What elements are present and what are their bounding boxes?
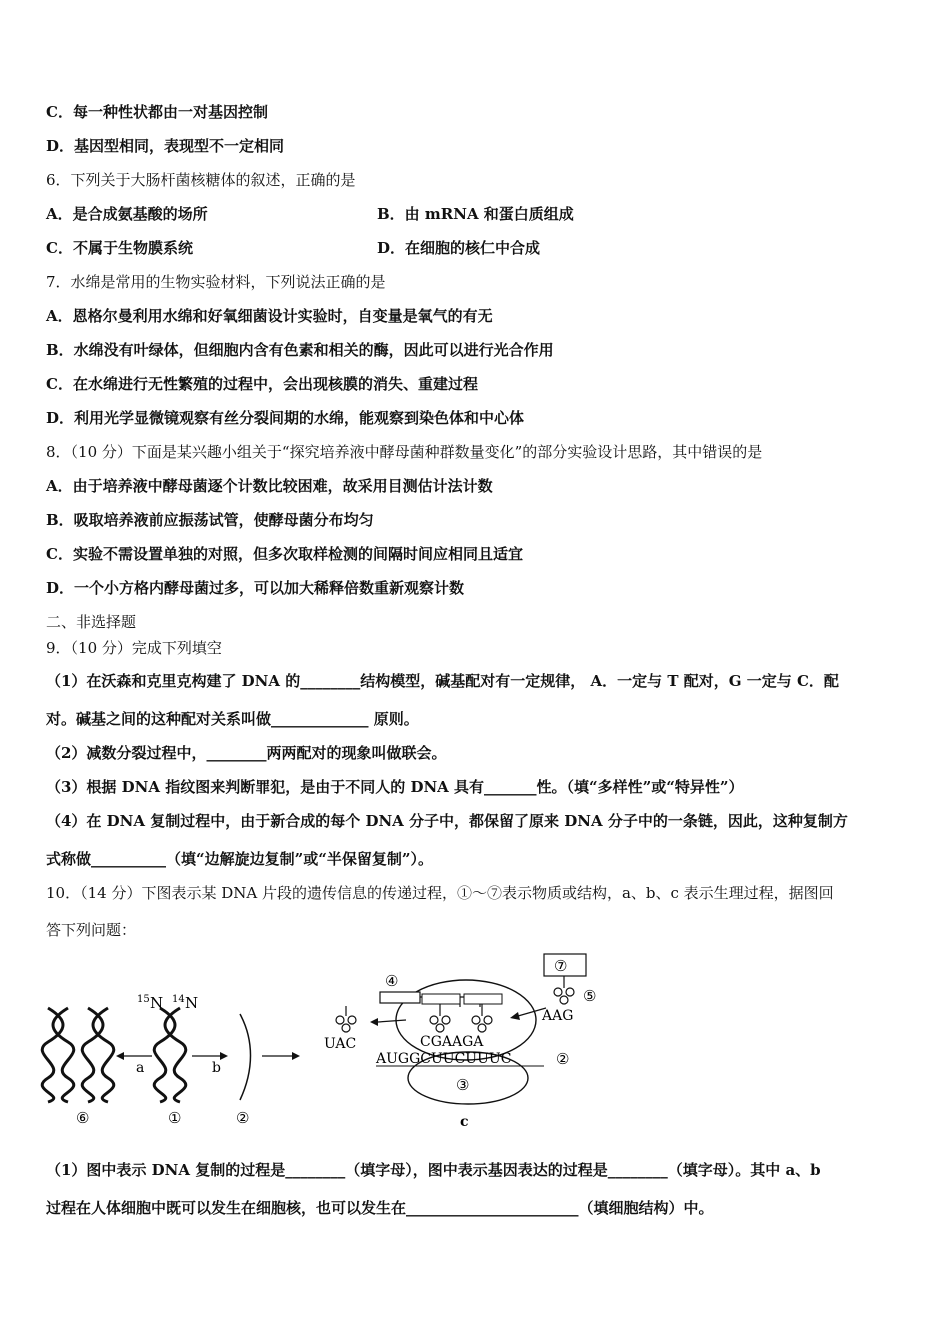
- label-a: a: [136, 1060, 145, 1076]
- arrow-a-head: [116, 1052, 124, 1060]
- q8-option-d: D．一个小方格内酵母菌过多，可以加大稀释倍数重新观察计数: [46, 579, 465, 597]
- label-4: ④: [385, 972, 399, 990]
- amino-acid-1: [422, 994, 460, 1004]
- q5-option-d: D．基因型相同，表现型不一定相同: [46, 137, 285, 155]
- q8-option-a: A．由于培养液中酵母菌逐个计数比较困难，故采用目测估计法计数: [46, 477, 493, 495]
- q10-stem-line2: 答下列问题：: [46, 921, 137, 939]
- q7-option-d: D．利用光学显微镜观察有丝分裂间期的水绵，能观察到染色体和中心体: [46, 409, 525, 427]
- anticodon-uac: UAC: [324, 1036, 357, 1052]
- isotope-14-n: N: [185, 994, 199, 1012]
- q6-stem: 6．下列关于大肠杆菌核糖体的叙述，正确的是: [46, 171, 356, 189]
- q5-option-c: C．每一种性状都由一对基因控制: [46, 103, 268, 121]
- isotope-15-n: N: [150, 994, 164, 1012]
- label-2-left: ②: [236, 1109, 250, 1127]
- anticodon-aag: AAG: [542, 1008, 574, 1024]
- q9-part3: （3）根据 DNA 指纹图来判断罪犯，是由于不同人的 DNA 具有_______性。（填“多样性”或“特异性”）: [46, 778, 744, 796]
- q7-option-a: A．恩格尔曼利用水绵和好氧细菌设计实验时，自变量是氧气的有无: [46, 307, 493, 325]
- label-2-right: ②: [556, 1050, 570, 1068]
- label-3: ③: [456, 1076, 470, 1094]
- label-7: ⑦: [554, 957, 568, 975]
- arrow-out: [378, 1020, 406, 1022]
- isotope-14-label: 14: [172, 994, 185, 1005]
- trna-outgoing: [336, 1006, 356, 1032]
- dna-helix-1: [154, 1008, 186, 1102]
- q10-stem-line1: 10．（14 分）下图表示某 DNA 片段的遗传信息的传递过程，①～⑦表示物质或结构，a、b、c 表示生理过程，据图回: [46, 884, 834, 902]
- q8-option-b: B．吸取培养液前应振荡试管，使酵母菌分布均匀: [46, 511, 374, 529]
- label-1: ①: [168, 1109, 182, 1127]
- q10-part1-line2: 过程在人体细胞中既可以发生在细胞核，也可以发生在_______________________（填细胞结构）中。: [46, 1199, 714, 1217]
- q9-stem: 9．（10 分）完成下列填空: [46, 639, 222, 657]
- q6-option-c: C．不属于生物膜系统: [46, 239, 193, 257]
- mrna-seq: AUGGCUUCUUUC: [376, 1051, 512, 1067]
- q9-part1-line2: 对。碱基之间的这种配对关系叫做_____________ 原则。: [46, 710, 419, 728]
- trna-in-ribosome: [430, 1004, 492, 1032]
- q9-part1-line1: （1）在沃森和克里克构建了 DNA 的________结构模型，碱基配对有一定规律， A．一定与 T 配对，G 一定与 C．配: [46, 672, 839, 690]
- isotope-15-label: 15: [137, 994, 150, 1005]
- gene-expression-figure: [40, 950, 640, 1140]
- trna-incoming: [554, 976, 574, 1004]
- label-b: b: [212, 1060, 221, 1076]
- q7-stem: 7．水绵是常用的生物实验材料，下列说法正确的是: [46, 273, 386, 291]
- amino-acid-2: [464, 994, 502, 1004]
- q7-option-c: C．在水绵进行无性繁殖的过程中，会出现核膜的消失、重建过程: [46, 375, 478, 393]
- q6-option-b: B．由 mRNA 和蛋白质组成: [377, 205, 574, 223]
- arrow-to-translation-head: [292, 1052, 300, 1060]
- q8-option-c: C．实验不需设置单独的对照，但多次取样检测的间隔时间应相同且适宜: [46, 545, 523, 563]
- q10-part1-line1: （1）图中表示 DNA 复制的过程是________（填字母），图中表示基因表达的过程是________（填字母）。其中 a、b: [46, 1161, 821, 1179]
- q9-part4-line1: （4）在 DNA 复制过程中，由于新合成的每个 DNA 分子中，都保留了原来 DNA 分子中的一条链，因此，这种复制方: [46, 812, 848, 830]
- anticodon-seq: CGAAGA: [420, 1034, 484, 1050]
- label-5: ⑤: [583, 987, 597, 1005]
- mrna-strand-2: [240, 1014, 251, 1100]
- dna-helix-6: [42, 1008, 114, 1102]
- arrow-b-head: [220, 1052, 228, 1060]
- polypeptide-box: [380, 992, 420, 1003]
- q9-part4-line2: 式称做__________（填“边解旋边复制”或“半保留复制”）。: [46, 850, 434, 868]
- label-c: c: [460, 1114, 469, 1130]
- q6-option-d: D．在细胞的核仁中合成: [377, 239, 541, 257]
- arrow-out-head: [370, 1018, 378, 1026]
- q7-option-b: B．水绵没有叶绿体，但细胞内含有色素和相关的酶，因此可以进行光合作用: [46, 341, 554, 359]
- arrow-in-head: [510, 1012, 520, 1020]
- q6-option-a: A．是合成氨基酸的场所: [46, 205, 208, 223]
- section-title: 二、非选择题: [46, 613, 137, 631]
- q9-part2: （2）减数分裂过程中，________两两配对的现象叫做联会。: [46, 744, 447, 762]
- label-6: ⑥: [76, 1109, 90, 1127]
- q8-stem: 8．（10 分）下面是某兴趣小组关于“探究培养液中酵母菌种群数量变化”的部分实验设计思路，其中错误的是: [46, 443, 763, 461]
